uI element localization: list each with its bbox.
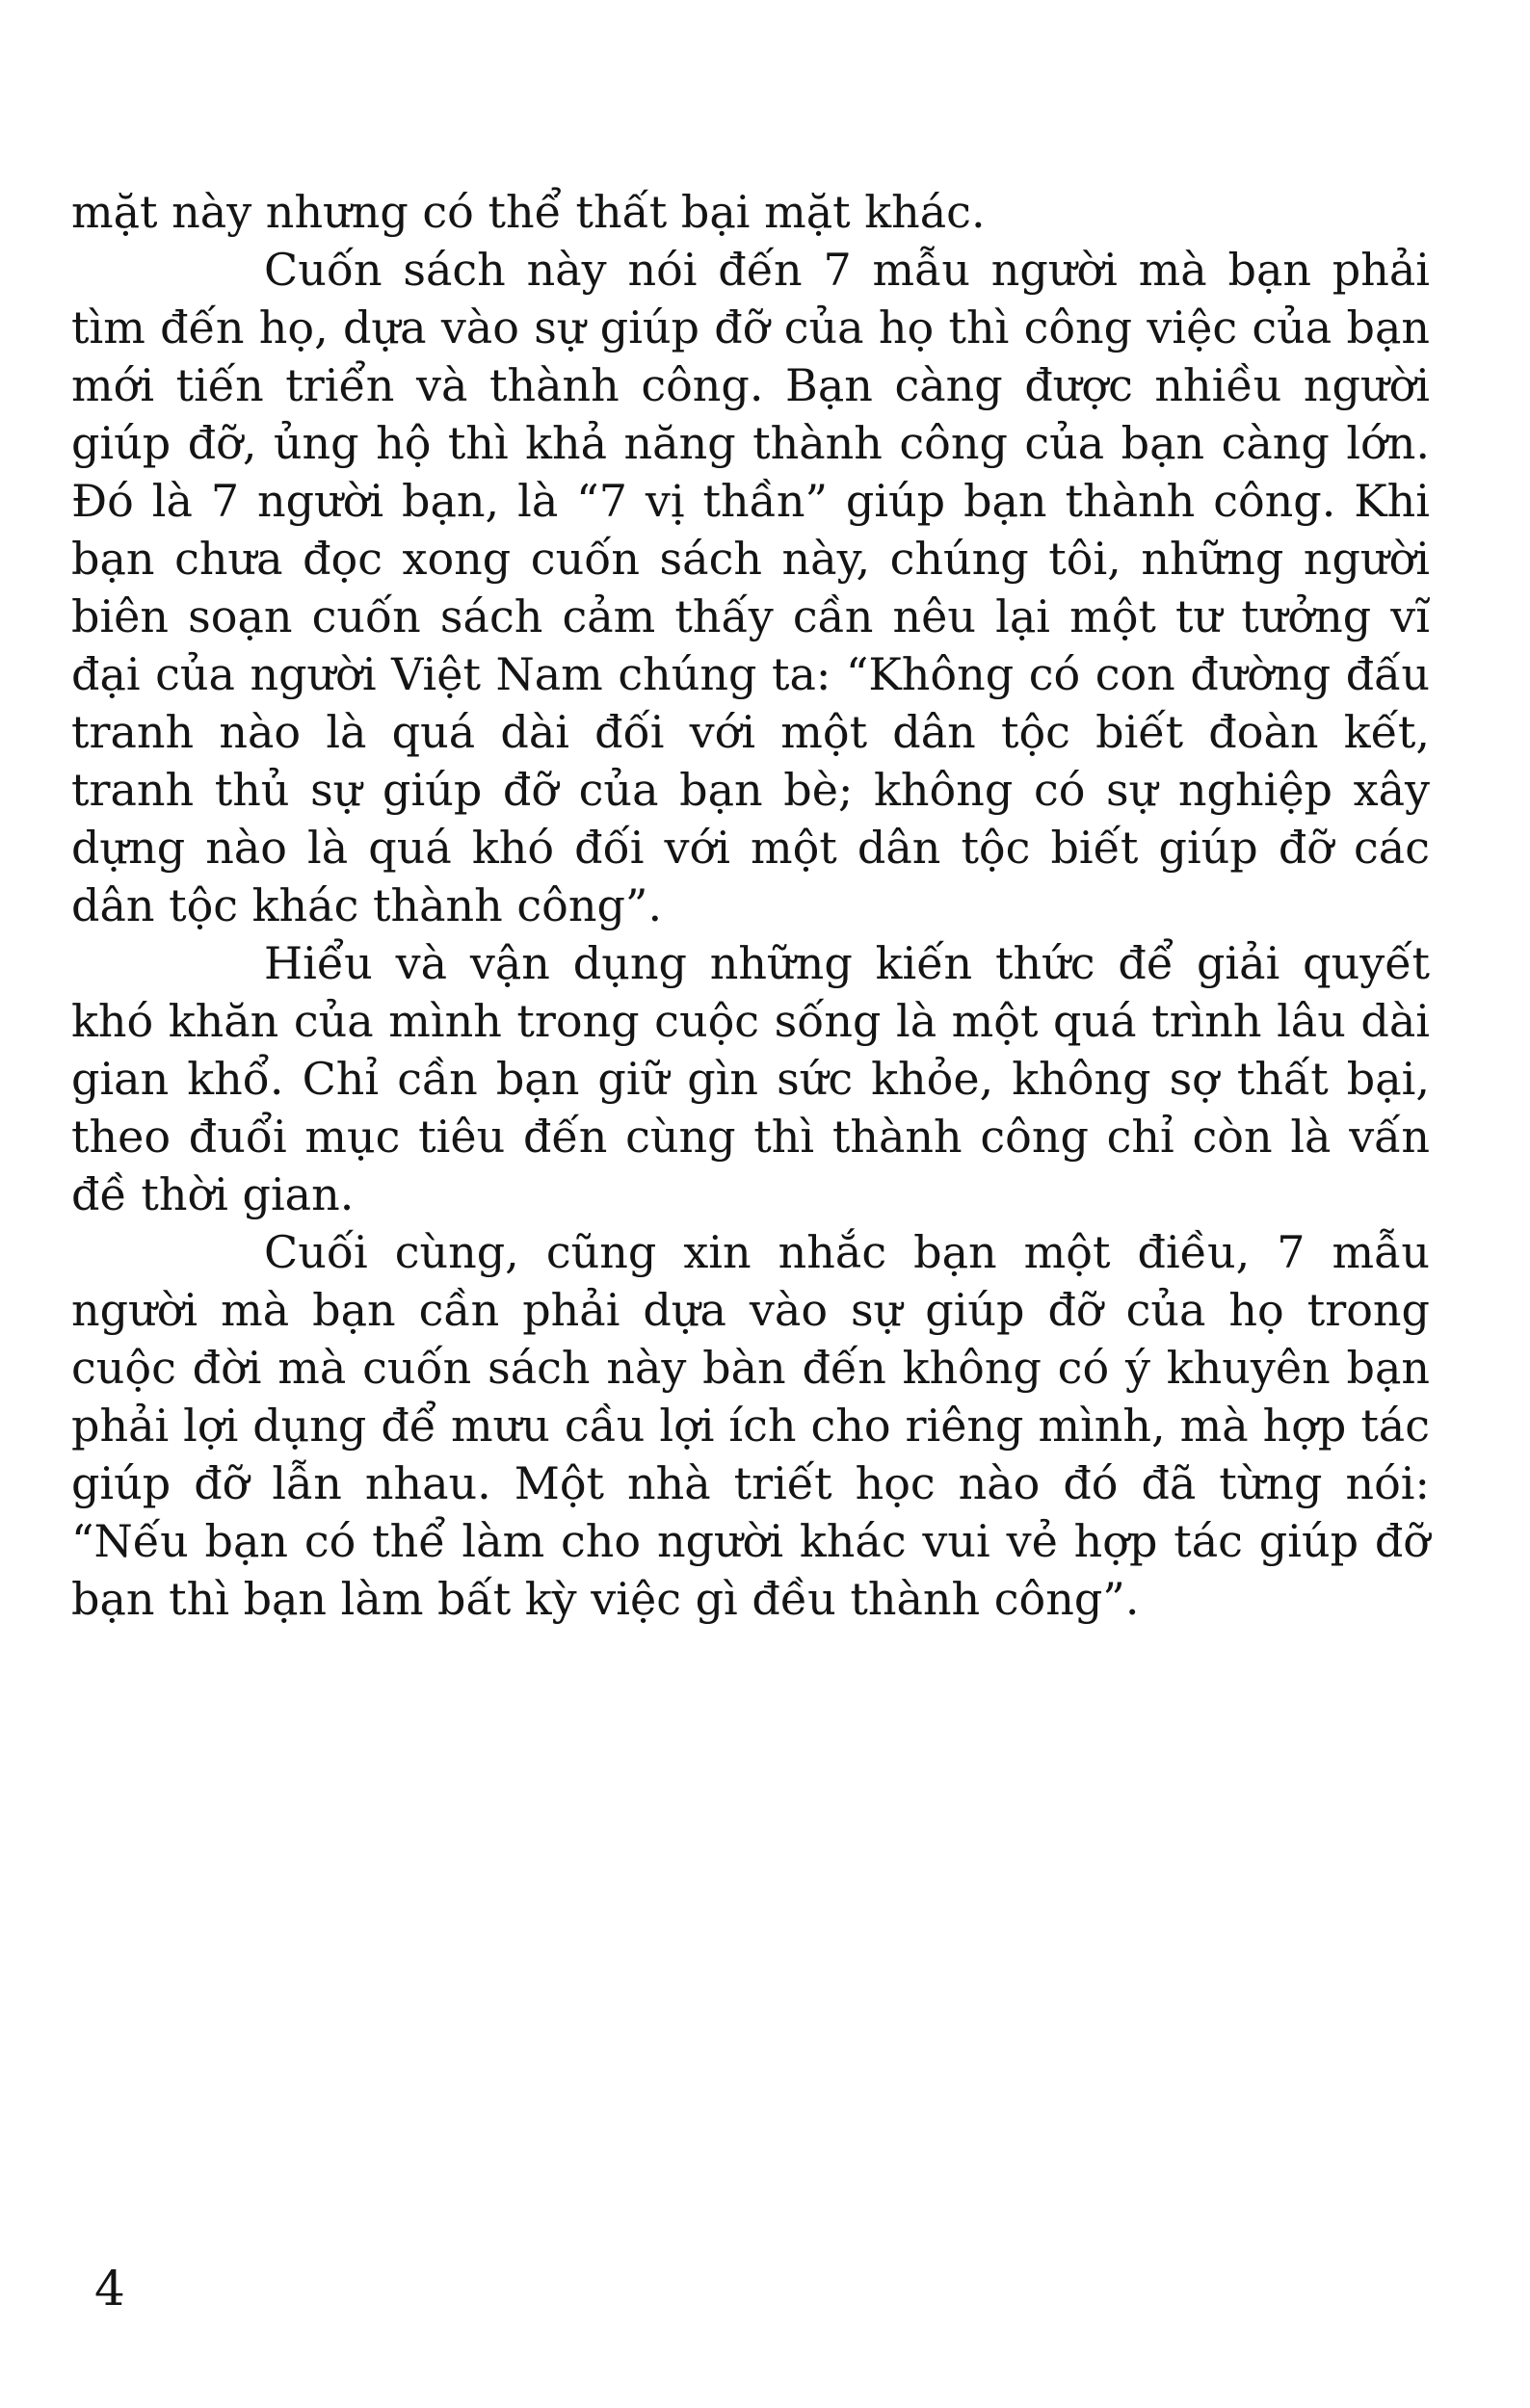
paragraph-continuation: mặt này nhưng có thể thất bại mặt khác. (71, 186, 986, 238)
paragraph-seven-types: Cuốn sách này nói đến 7 mẫu người mà bạn phải tìm đến họ, dựa vào sự giúp đỡ của họ thì công việc của bạn mới tiến triển và thành công. Bạn càng được nhiều người giúp đỡ, ủng hộ thì khả năng thành công của bạn càng lớn. Đó là 7 người bạn, là “7 vị thần” giúp bạn thành công. Khi bạn chưa đọc xong cuốn sách này, chúng tôi, những người biên soạn cuốn sách cảm thấy cần nêu lại một tư tưởng vĩ đại của người Việt Nam chúng ta: “Không có con đường đấu tranh nào là quá dài đối với một dân tộc biết đoàn kết, tranh thủ sự giúp đỡ của bạn bè; không có sự nghiệp xây dựng nào là quá khó đối với một dân tộc biết giúp đỡ các dân tộc khác thành công”. (71, 244, 1430, 931)
body-text (71, 183, 1430, 1628)
paragraph-apply-knowledge: Hiểu và vận dụng những kiến thức để giải quyết khó khăn của mình trong cuộc sống là một quá trình lâu dài gian khổ. Chỉ cần bạn giữ gìn sức khỏe, không sợ thất bại, theo đuổi mục tiêu đến cùng thì thành công chỉ còn là vấn đề thời gian. (71, 937, 1430, 1220)
paragraph-final-reminder: Cuối cùng, cũng xin nhắc bạn một điều, 7 mẫu người mà bạn cần phải dựa vào sự giúp đỡ của họ trong cuộc đời mà cuốn sách này bàn đến không có ý khuyên bạn phải lợi dụng để mưu cầu lợi ích cho riêng mình, mà hợp tác giúp đỡ lẫn nhau. Một nhà triết học nào đó đã từng nói: “Nếu bạn có thể làm cho người khác vui vẻ hợp tác giúp đỡ bạn thì bạn làm bất kỳ việc gì đều thành công”. (71, 1226, 1430, 1625)
page-number: 4 (94, 2261, 125, 2316)
